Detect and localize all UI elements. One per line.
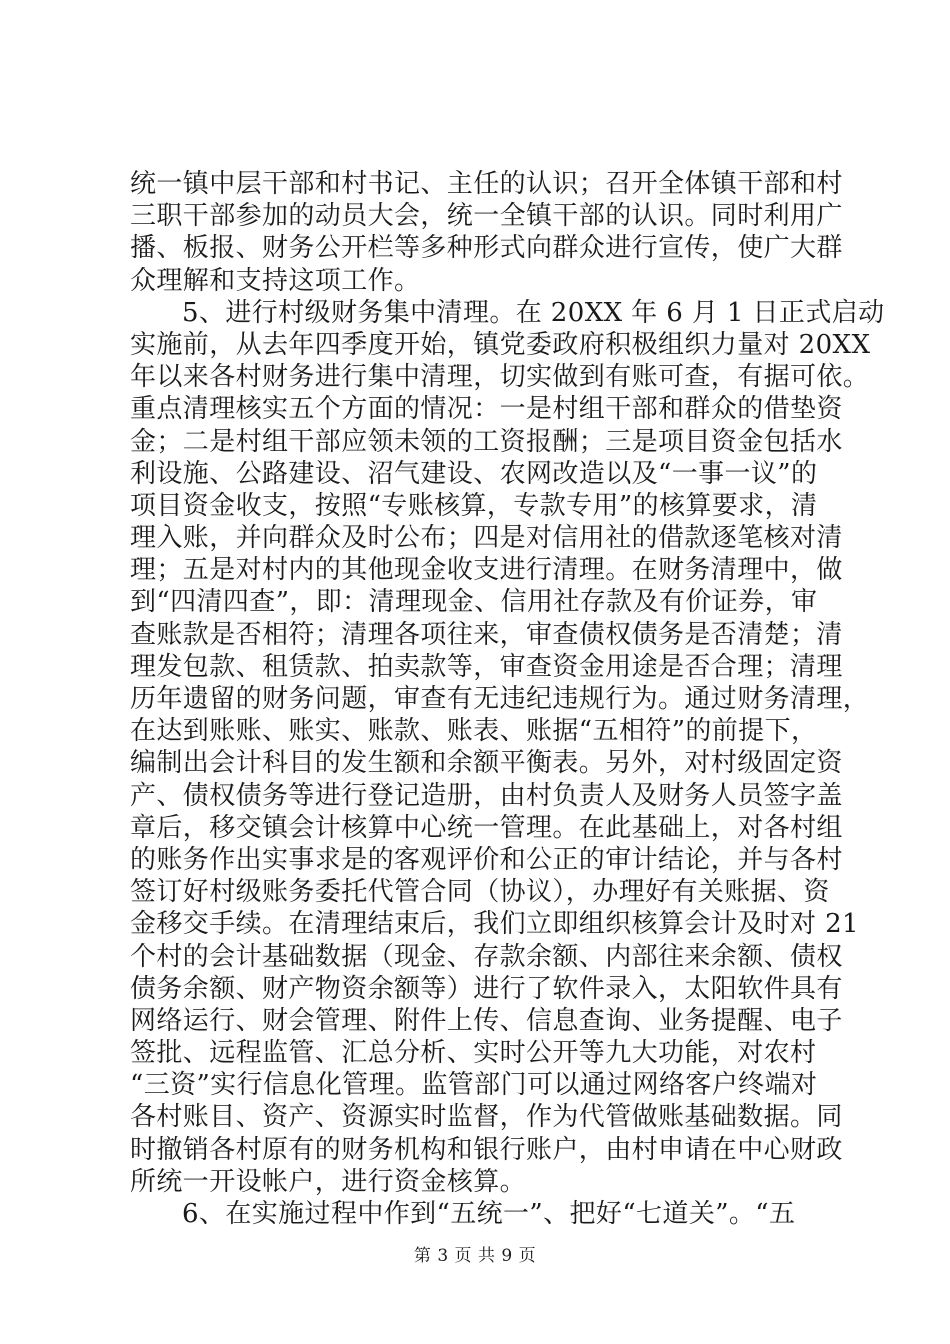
text-line: 历年遗留的财务问题，审查有无违纪违规行为。通过财务清理， <box>130 684 870 714</box>
text-line: 利设施、公路建设、沼气建设、农网改造以及“一事一议”的 <box>130 458 818 489</box>
document-body <box>130 168 885 1230</box>
text-line: 查账款是否相符；清理各项往来，审查债权债务是否清楚；清 <box>130 619 843 650</box>
text-line: 章后，移交镇会计核算中心统一管理。在此基础上，对各村组 <box>130 812 843 843</box>
text-line: 年以来各村财务进行集中清理，切实做到有账可查，有据可依。 <box>130 362 870 393</box>
text-line: “三资”实行信息化管理。监管部门可以通过网络客户终端对 <box>130 1070 818 1101</box>
paragraph-start-line: 6、在实施过程中作到“五统一”、把好“七道关”。“五 <box>182 1199 796 1229</box>
text-line: 实施前，从去年四季度开始，镇党委政府积极组织力量对 20XX <box>130 329 871 360</box>
text-line: 众理解和支持这项工作。 <box>130 265 421 296</box>
text-line: 时撤销各村原有的财务机构和银行账户，由村申请在中心财政 <box>130 1134 843 1165</box>
text-line: 重点清理核实五个方面的情况：一是村组干部和群众的借垫资 <box>130 394 843 425</box>
text-line: 签订好村级账务委托代管合同（协议），办理好有关账据、资 <box>130 877 830 908</box>
text-line: 理发包款、租赁款、拍卖款等，审查资金用途是否合理；清理 <box>130 651 843 682</box>
text-line: 债务余额、财产物资余额等）进行了软件录入，太阳软件具有 <box>130 973 843 1004</box>
text-line: 播、板报、财务公开栏等多种形式向群众进行宣传，使广大群 <box>130 233 843 264</box>
text-line: 统一镇中层干部和村书记、主任的认识；召开全体镇干部和村 <box>130 169 843 199</box>
page-number-footer: 第 3 页 共 9 页 <box>413 1246 537 1266</box>
text-line: 网络运行、财会管理、附件上传、信息查询、业务提醒、电子 <box>130 1005 843 1036</box>
text-line: 到“四清四查”，即：清理现金、信用社存款及有价证券，审 <box>130 587 818 618</box>
text-line: 编制出会计科目的发生额和余额平衡表。另外，对村级固定资 <box>130 748 843 779</box>
text-line: 的账务作出实事求是的客观评价和公正的审计结论，并与各村 <box>130 844 843 875</box>
text-line: 产、债权债务等进行登记造册，由村负责人及财务人员签字盖 <box>130 780 843 811</box>
paragraph-start-line: 5、进行村级财务集中清理。在 20XX 年 6 月 1 日正式启动 <box>182 297 885 328</box>
text-line: 金；二是村组干部应领未领的工资报酬；三是项目资金包括水 <box>130 426 843 457</box>
text-line: 金移交手续。在清理结束后，我们立即组织核算会计及时对 21 <box>130 909 859 940</box>
text-line: 个村的会计基础数据（现金、存款余额、内部往来余额、债权 <box>130 941 843 972</box>
text-line: 在达到账账、账实、账款、账表、账据“五相符”的前提下， <box>130 716 818 747</box>
text-line: 所统一开设帐户，进行资金核算。 <box>130 1166 527 1197</box>
text-line: 理；五是对村内的其他现金收支进行清理。在财务清理中，做 <box>130 555 843 586</box>
text-line: 签批、远程监管、汇总分析、实时公开等九大功能，对农村 <box>130 1038 817 1069</box>
text-line: 项目资金收支，按照“专账核算，专款专用”的核算要求，清 <box>130 490 818 521</box>
text-line: 各村账目、资产、资源实时监督，作为代管做账基础数据。同 <box>130 1102 843 1133</box>
text-line: 理入账，并向群众及时公布；四是对信用社的借款逐笔核对清 <box>130 523 843 554</box>
text-line: 三职干部参加的动员大会，统一全镇干部的认识。同时利用广 <box>130 201 843 232</box>
